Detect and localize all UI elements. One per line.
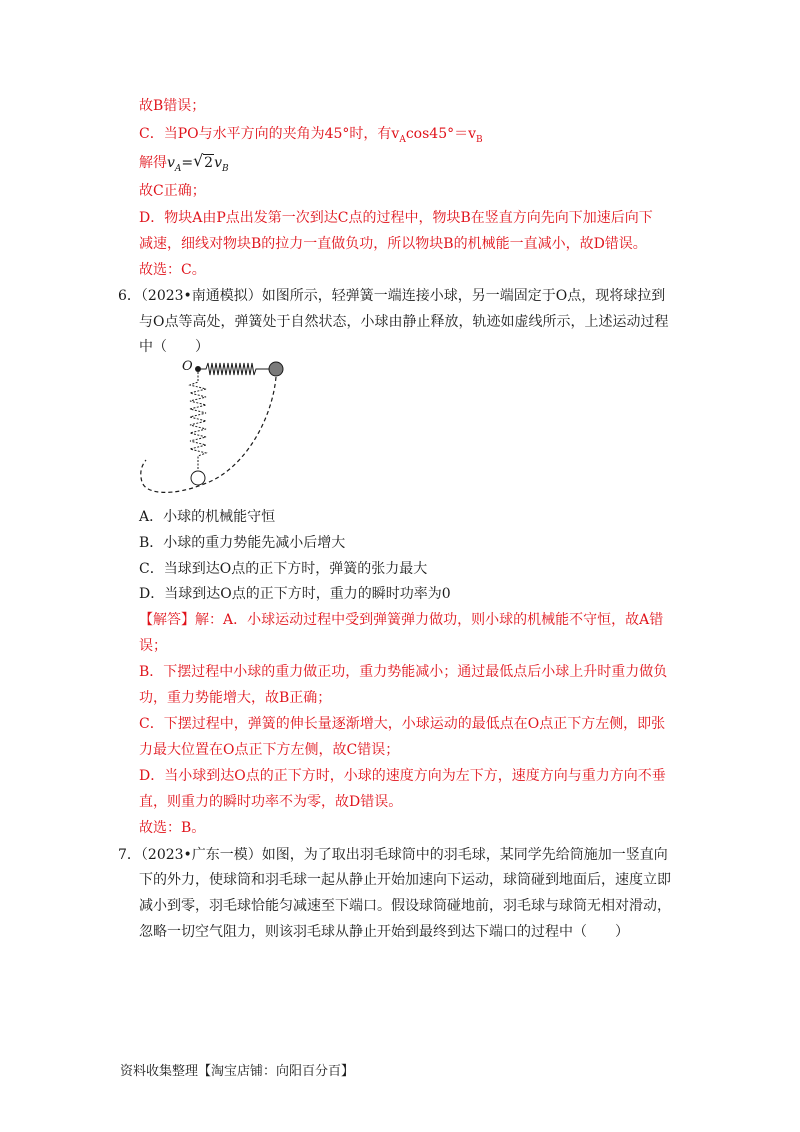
sqrt-symbol: √ 2 <box>193 151 214 171</box>
ball-start <box>269 362 283 376</box>
q6-answer-line-5: C．下摆过程中，弹簧的伸长量逐渐增大，小球运动的最低点在O点正下方左侧，即张 <box>139 716 666 732</box>
q6-line-1: 6．（2023•南通模拟）如图所示，轻弹簧一端连接小球，另一端固定于O点，现将球拉到 <box>118 288 666 304</box>
prev-answer-line-7: 故选：C。 <box>139 262 206 278</box>
prev-answer-line-4: 故C正确； <box>139 183 206 199</box>
q6-answer-line-2: 误； <box>139 638 167 654</box>
answer-tag: 【解答】 <box>139 612 195 628</box>
prev-answer-line-5: D．物块A由P点出发第一次到达C点的过程中，物块B在竖直方向先向下加速后向下 <box>139 210 653 226</box>
q6-answer-line-8: 直，则重力的瞬时功率不为零，故D错误。 <box>139 794 403 810</box>
q6-answer-line-4: 功，重力势能增大，故B正确； <box>139 690 332 706</box>
trajectory-dashed-path <box>141 377 276 492</box>
q6-answer-line-9: 故选：B。 <box>139 820 206 836</box>
ball-lowest <box>191 471 205 485</box>
q6-line-2: 与O点等高处，弹簧处于自然状态，小球由静止释放，轨迹如虚线所示，上述运动过程 <box>139 314 669 330</box>
q7-line-3: 减小到零，羽毛球恰能匀减速至下端口。假设球筒碰地前，羽毛球与球筒无相对滑动， <box>139 898 671 914</box>
q7-line-2: 下的外力，使球筒和羽毛球一起从静止开始加速向下运动，球筒碰到地面后，速度立即 <box>139 872 671 888</box>
spring-pendulum-figure <box>134 350 304 500</box>
q7-line-4: 忽略一切空气阻力，则该羽毛球从静止开始到最终到达下端口的过程中（ ） <box>139 924 629 940</box>
page-footer: 资料收集整理【淘宝店铺：向阳百分百】 <box>120 1064 355 1079</box>
prev-answer-equation: 解得$v_A=$ √ $2v_B$ <box>139 151 229 174</box>
q7-line-1: 7．（2023•广东一模）如图，为了取出羽毛球筒中的羽毛球，某同学先给筒施加一竖直向 <box>118 847 668 863</box>
q6-answer-line-7: D．当小球到达O点的正下方时，小球的速度方向为左下方，速度方向与重力方向不垂 <box>139 768 666 784</box>
horizontal-spring <box>198 363 269 375</box>
prev-answer-line-6: 减速，细线对物块B的拉力一直做负功，所以物块B的机械能一直减小，故D错误。 <box>139 236 647 252</box>
q6-option-b: B．小球的重力势能先减小后增大 <box>139 535 346 551</box>
q6-option-c: C．当球到达O点的正下方时，弹簧的张力最大 <box>139 561 428 577</box>
prev-answer-line-1: 故B错误； <box>139 98 206 114</box>
q6-answer-line-6: 力最大位置在O点正下方左侧，故C错误； <box>139 742 400 758</box>
q6-answer-line-1: 【解答】解：A．小球运动过程中受到弹簧弹力做功，则小球的机械能不守恒，故A错 <box>139 612 664 628</box>
q6-option-a: A．小球的机械能守恒 <box>139 509 276 525</box>
q6-option-d: D．当球到达O点的正下方时，重力的瞬时功率为0 <box>139 586 451 602</box>
pivot-label-o: O <box>182 359 193 374</box>
q6-answer-line-3: B．下摆过程中小球的重力做正功，重力势能减小；通过最低点后小球上升时重力做负 <box>139 664 668 680</box>
vertical-spring-stretched <box>190 372 206 470</box>
q6-line-3: 中（ ） <box>139 339 209 355</box>
prev-answer-line-2: C．当PO与水平方向的夹角为45°时，有$v_A\cos 45^\circ=v_B$ <box>139 126 483 145</box>
